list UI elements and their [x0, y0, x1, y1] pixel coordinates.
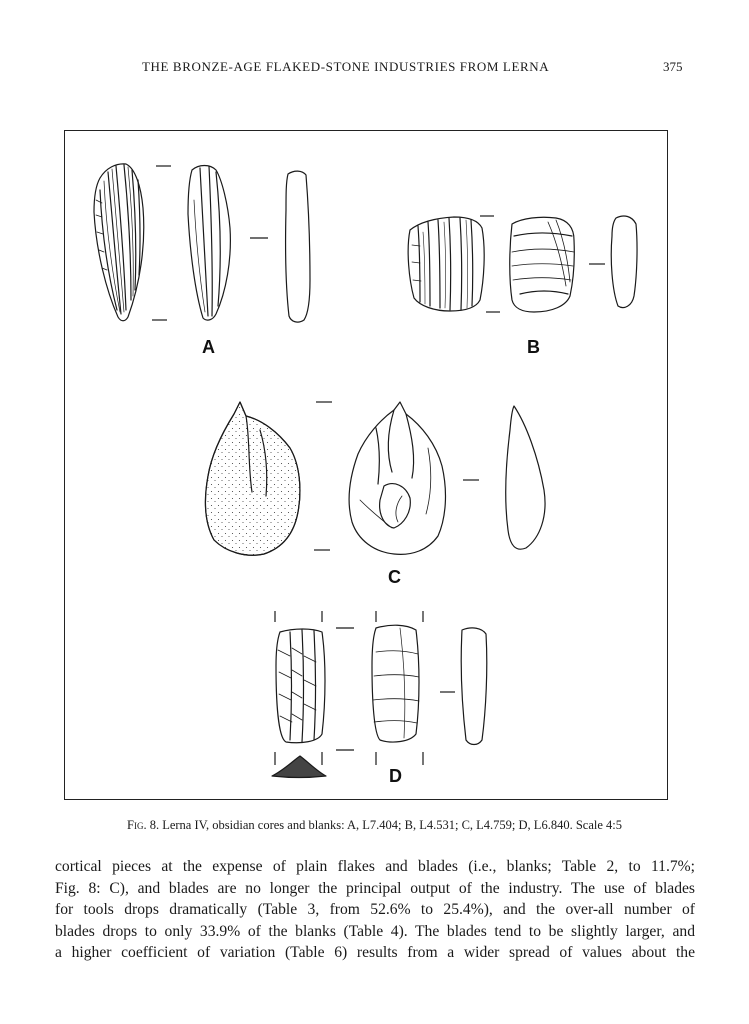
artifact-d-dorsal-face	[276, 629, 325, 743]
figure-caption	[0, 818, 749, 833]
artifact-d-profile	[461, 628, 487, 745]
body-line: for tools drops dramatically (Table 3, from 52.6% to 25.4%), and the over-all number of	[55, 901, 695, 919]
panel-label-c: C	[388, 567, 401, 587]
caption-number: 8.	[149, 818, 160, 832]
artifact-c-profile	[506, 406, 545, 549]
caption-prefix: Fig.	[127, 818, 147, 832]
caption-text: Lerna IV, obsidian cores and blanks: A, L7.404; B, L4.531; C, L4.759; D, L6.840. Scale 4:5	[162, 818, 622, 832]
artifact-b-blade-face	[510, 217, 575, 312]
panel-label-d: D	[389, 766, 402, 786]
body-paragraph	[55, 856, 695, 964]
artifact-b-profile	[611, 216, 637, 308]
artifact-d-ventral-face	[372, 625, 419, 742]
artifact-a-core-face	[94, 164, 144, 321]
artifact-a-blade-face	[188, 166, 230, 321]
panel-label-b: B	[527, 337, 540, 357]
body-line: cortical pieces at the expense of plain flakes and blades (i.e., blanks; Table 2, to 11.7%;	[55, 858, 695, 875]
panel-label-a: A	[202, 337, 215, 357]
running-title: THE BRONZE-AGE FLAKED-STONE INDUSTRIES FROM LERNA	[142, 59, 550, 74]
artifact-b-core-face	[408, 217, 484, 311]
body-line: Fig. 8: C), and blades are no longer the principal output of the industry. The use of blades	[55, 879, 695, 897]
body-line: blades drops to only 33.9% of the blanks (Table 4). The blades tend to be slightly larger, and	[55, 922, 695, 940]
artifact-a-profile	[286, 171, 310, 322]
body-line: a higher coefficient of variation (Table 6) results from a wider spread of values about the	[55, 944, 695, 962]
page-number: 375	[663, 59, 683, 74]
artifact-d-cross-section	[272, 756, 326, 778]
artifact-c-flake-face	[349, 402, 445, 554]
artifact-c-cortex-face	[206, 402, 300, 555]
